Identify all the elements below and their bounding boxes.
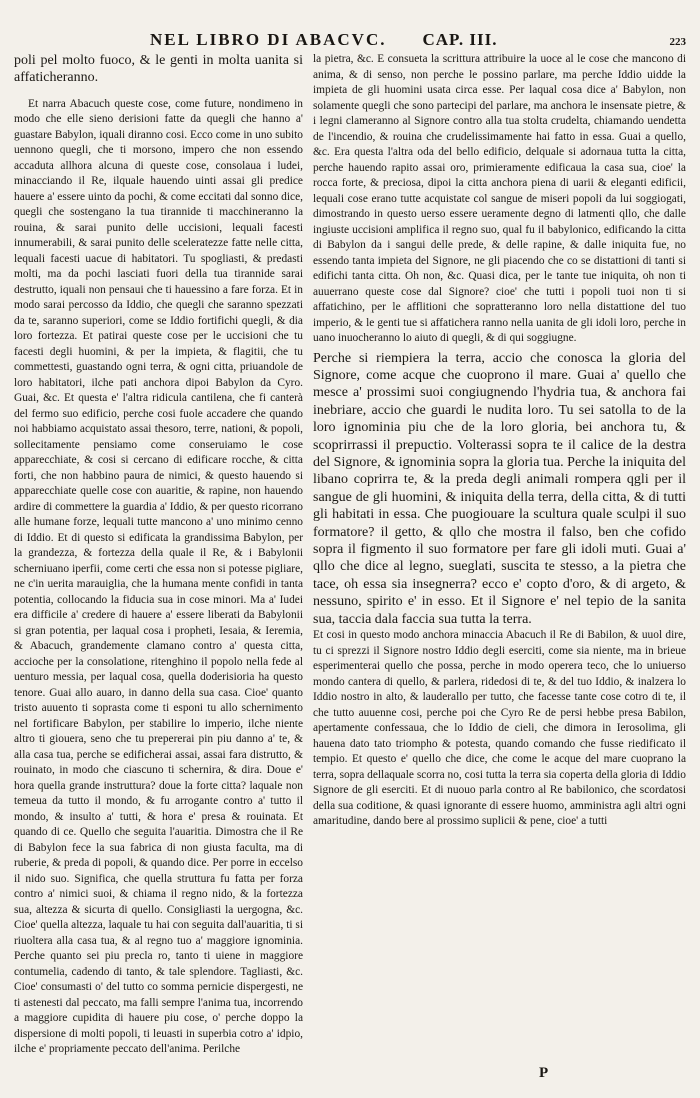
left-paragraph-1: Et narra Abacuch queste cose, come future, nondimeno in modo che elle sieno derisioni fatte da quegli che hanno a' guastare Babylon, iquali diranno cosi. Ecco come in uno subito uennono quegli, che ti morsono, impero che non essendo accaduta allhora alcuna di queste cose, consolaua i ludei, minacciando il Re, ilquale hauendo uinti assai gli predice hauere a' essere uinto da pochi, & come eccitati dal sonno dice, quegli che sostengano la tua tirannide ti macchineranno la rouina, & sarai punito delle uccisioni, lequali facesti innumerabili, & sarai punito delle sceleratezze fatte nelle citta, lequali facesti uacue di habitatori. Tu spogliasti, & predasti molti, ma da pochi lasciati fuori della tua tirannide sarai destrutto, iquali non pensaui che ti hauessino a fare forza. Et in modo sarai percosso da Iddio, che quegli che saranno spezzati da te, saranno superiori, come se Iddio fortifichi quegli, & dia loro fortezza. Et patirai queste cose per le uccisioni che tu facesti degli huomini, & per la impieta, & flagitii, che tu commettesti, guastando ogni terra, & ogni citta, priuandole de loro habitatori, ilche pati anchora dipoi Babylon da Cyro. Guai, &c. Et questa e' l'altra ridicula cantilena, che fi canterà del fermo suo edificio, perche cosi fuole accadere che quando noi habbiamo acquistato assai thesoro, terre, nationi, & popoli, sollecitamente pensiamo come conseruiamo le cose apparecchiate, & cosi si cercano di edificare rocche, & citta forti, che non habbino paura de nimici, & questo hauendo si apparecchiate quelle cose con auaritie, & rapine, non hauendo ardire di commettere la guardia a' Iddio, & per questo ricorrano alle humane forze, lequali tutte mancono a' uno minimo cenno di Iddio. Et di questo si edificata la grandissima Babylon, per la grandezza, & fortezza della quale il Re, & i Babylonii scherniuano iperfii, come certi che essa non si potesse pigliare, ne c'in uerita marauiglia, che la humana mente confidi in tanta potentia, collocando la fiducia sua in cose minori. Ma a' Iudei era difficile a' credere di hauere a' essere liberati da Babylonii si gran potentia, per laqual cosa i propheti, Iesaia, & Ieremia, & Abacuch, grandemente clamano contro a' questa citta, accioche per la consolatione, ritenghino il popolo nella fede al uenturo messia, per laqual cosa, quella doderisioria ha questo tenore. Guai allo auaro, in danno della sua casa. Cioe' quanto tristo auuento ti soprasta come ti esponi tu allo schernimento nel fortificare Babylon, per stabilire lo imperio, ilche niente altro ti giouera, seno che tu prepererai pin piu danno a' te, & alla casa tua, perche se edificherai assai, assai fara distrutto, & rouinato, in modo che ciascuno ti schernira, & dira. Doue e' hora quella grande instruttura? doue la forte citta? laquale non temeua da tutto il mondo, & fu arrogante contro a' tutto il mondo, & insulto a' tutti, & hora e' presa & rouinata. Et quando di ce. Quello che seguita l'auaritia. Dimostra che il Re di Babylon fece la sua fabrica di non giusta faculta, ma di ruberie, & preda di popoli, & quando dice. Per porre in eccelso il nido suo. Significa, che quella struttura fu fatta per forza contro a' nimici suoi, & chiama il regno nido, & la fortezza sua, altezza & sicurta di quello. Consigliasti la uergogna, &c. Cioe' quella altezza, laquale tu hai con seguita dall'auaritia, ti si riuoltera alla casa tua, & al regno tuo a' maggiore ignominia. Perche quanto sei piu precla ro, tanto ti uiene in maggiore contumelia, cadendo di tanto, & tale splendore. Tagliasti, &c. Cioe' consumasti o' del tutto co somma pernicie dispergesti, ne ti astenesti dal peccato, ma falli sempre l'anima tua, incorrendo a maggiore cupidita di hauere piu cose, o' perche doppo la dispersione di molti popoli, ti leuasti in superbia cotro a' idpio, ilche e' propriamente peccato dell'anima. Perilche <box>14 97 303 1056</box>
running-header <box>150 30 686 54</box>
right-column <box>313 52 686 830</box>
left-column <box>14 52 303 1058</box>
right-paragraph-3: Et cosi in questo modo anchora minaccia Abacuch il Re di Babilon, & uuol dire, tu ci sprezzi il Signore nostro Iddio degli eserciti, come sia niente, ma in brieue esperimenterai quello che possa, perche in modo operera teco, che lo uniuerso mondo cantera di quello, & parlera, ridedosi di te, & del tuo Iddio, & inalzera lo Iddio nostro in alto, & lauderallo per tutto, che facesse tante cose cotro di te, il che tutto auuenne cosi, perche poi che Cyro Re de persi hebbe presa Babilon, apertamente confessaua, che lo Iddio de cieli, che dimora in Ierosolima, gli hauena dato tato triompho & potesta, quando comando che fusse riedificato il tempio. Et questo e' quello che dice, che come le acque del mare cuoprano la terra, sopra dellaquale scorra no, cosi tutta la terra sia coperta della gloria di Iddio Signore de gli eserciti. Et di nuouo parla contro al Re babilonico, che scordatosi della sua coditione, & quasi ignorante di essere huomo, amministra agli altri ogni amaritudine, dando bere al prossimo suplicii & pene, cioe' a tutti <box>313 629 686 827</box>
page-number: 223 <box>669 36 686 48</box>
chapter-label: CAP. III. <box>422 30 498 49</box>
right-scripture-text: Perche si riempiera la terra, accio che conosca la gloria del Signore, come acque che cuoprono il mare. Guai a' quello che mesce a' prossimi suoi congiugnendo l'hydria tua, & anchora fai inebriare, accio che guardi le nudita loro. Tu sei satolla to de la loro ignominia piu che de la loro gloria, bei anchora tu, & scoprirrassi il prepuctio. Volterassi sopra te il calice de la destra del Signore, & ignominia sopra la gloria tua. Perche la iniquita del libano coprirra te, & la preda degli animali rompera qgli per il sangue de gli huomini, & iniquita della terra, della citta, & di tutti gli habitati in essa. Che puogiouare la scultura quale sculpi il suo formatore? il getto, & qllo che mostra il falso, ben che cofido sopra il figmento il suo formatore per fare gli idoli muti. Guai a' qllo che dice al legno, sueglati, suscita te stesso, a la pietra che tace, oh essa sia insegnerra? ecco e' copto d'oro, & di argeto, & nessuno, spirito e' in esso. Et il Signore e' nel tepio de la sanita sua, taccia dala faccia sua tutta la terra. <box>313 350 686 627</box>
left-lead-text: poli pel molto fuoco, & le genti in molta uanita si affaticheranno. <box>14 53 303 86</box>
running-title: NEL LIBRO DI ABACVC. <box>150 30 387 49</box>
signature-mark: P <box>539 1065 549 1081</box>
right-paragraph-1: la pietra, &c. E consueta la scrittura attribuire la uoce al le cose che mancono di anima, & di senso, non perche le possino parlare, ma perche Iddio uidde la impieta de gli huomini usata circa esse. Per laqual cosa dice a' Babylon, non solamente quegli che sono partecipi del parlare, ma anchora le insensate pietre, & i legni clameranno al Signore contro alla tua stolta crudelta, chiamando uendetta de l'incendio, & rouina che crudelissimamente hai fatto in essa. Guai a quello, &c. Era questa l'altra oda del bello edificio, delquale si adornaua tutta la citta, perche hauendo rapito assai oro, primieramente edificaua la casa sua, cioe' la rocca forte, & preciosa, dipoi la citta anchora piena di uarii & eleganti edificii, lequali cose erano tutte acquistate col sangue de miseri popoli da lui soggiogati, dimostrando in questo uerso essere ueramente degno di latmenti qllo, che dalle ingiuste uccisioni amplifica il regno suo, qual fu il babylonico, edificando la citta di Babylon da i sangui delle prede, & delle rapine, & dalle iniquita fue, no essendo tanta impieta del Signore, ne gli piacendo che co se distattioni di tanti si edifichi tanta citta. Oh non, &c. Quasi dica, per le tante tue iniquita, oh non ti auuerrano queste cose dal Signore? cioe' che tutti i popoli tuoi non ti si affatichino, per le afflitioni che sopratteranno loro nella distattione del tuo imperio, & le genti tue si affatichera ranno nella uanita de gli idoli loro, perche in uano inuocheranno lo aiuto di quegli, & di qui soggiugne. <box>313 53 686 344</box>
